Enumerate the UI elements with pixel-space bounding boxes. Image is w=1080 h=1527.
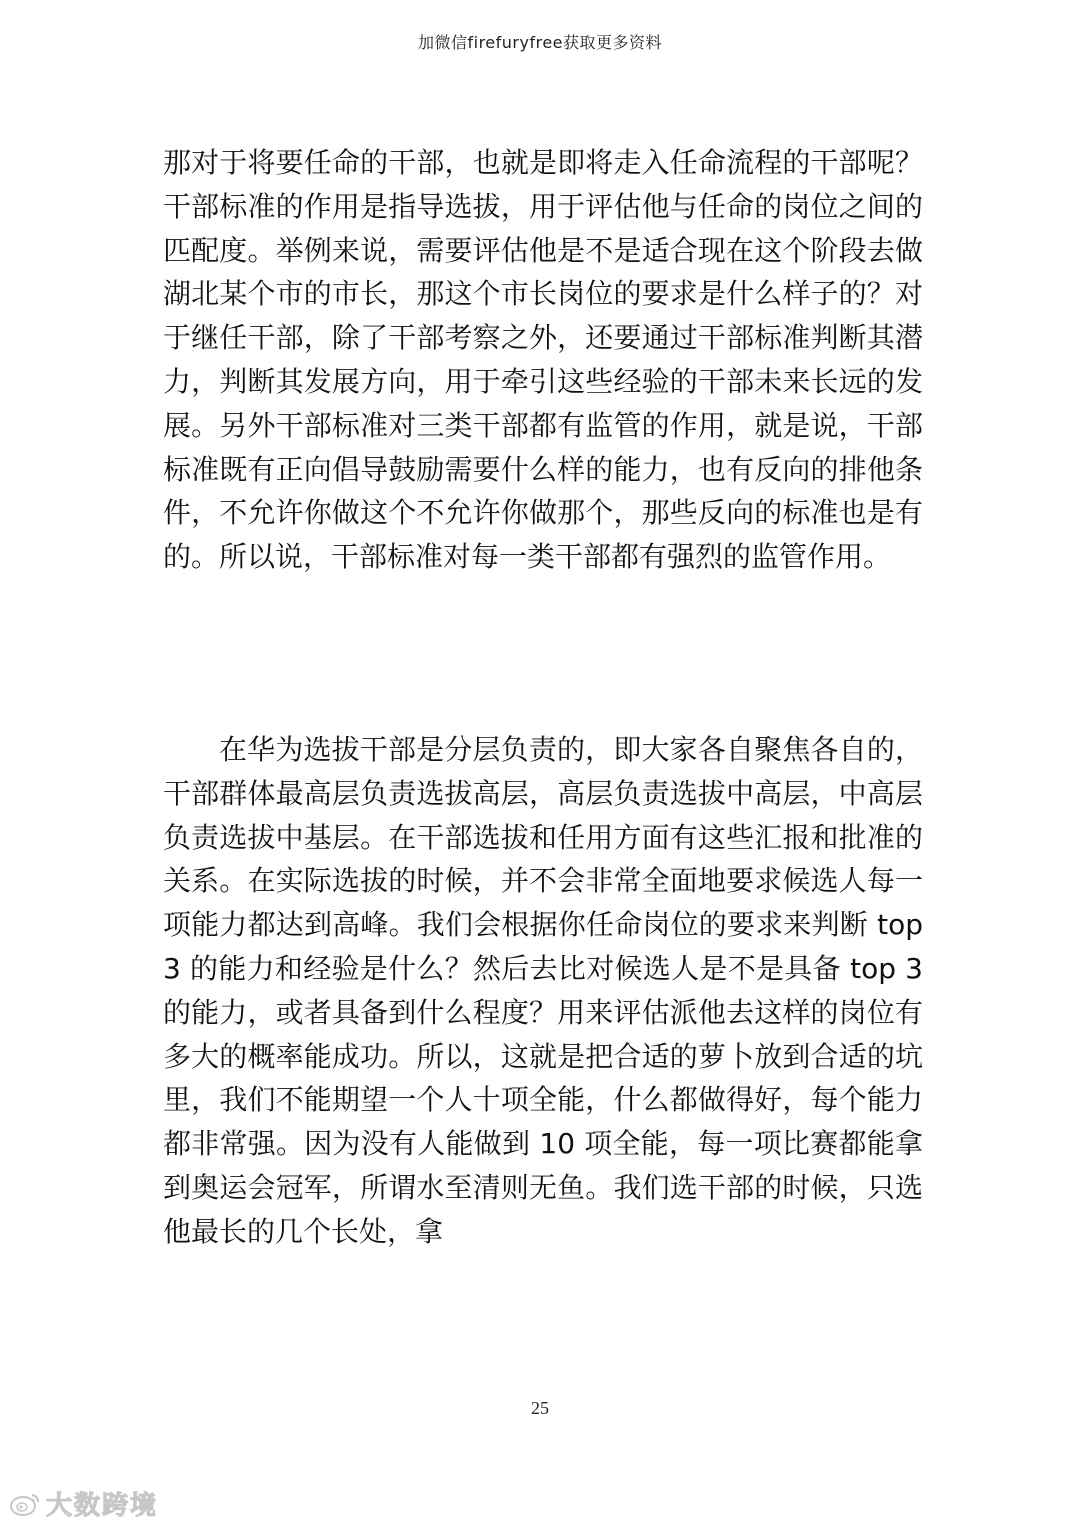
weibo-logo-icon	[8, 1491, 42, 1517]
paragraph-1: 那对于将要任命的干部，也就是即将走入任命流程的干部呢？干部标准的作用是指导选拔，用于评估他与任命的岗位之间的匹配度。举例来说，需要评估他是不是适合现在这个阶段去做湖北某个市的市长，那这个市长岗位的要求是什么样子的？对于继任干部，除了干部考察之外，还要通过干部标准判断其潜力，判断其发展方向，用于牵引这些经验的干部未来长远的发展。另外干部标准对三类干部都有监管的作用，就是说，干部标准既有正向倡导鼓励需要什么样的能力，也有反向的排他条件，不允许你做这个不允许你做那个，那些反向的标准也是有的。所以说，干部标准对每一类干部都有强烈的监管作用。	[163, 146, 923, 574]
page-number: 25	[531, 1398, 549, 1418]
page-header: 加微信firefuryfree获取更多资料	[417, 33, 663, 52]
paragraph-2: 在华为选拔干部是分层负责的，即大家各自聚焦各自的，干部群体最高层负责选拔高层，高层负责选拔中高层，中高层负责选拔中基层。在干部选拔和任用方面有这些汇报和批准的关系。在实际选拔的时候，并不会非常全面地要求候选人每一项能力都达到高峰。我们会根据你任命岗位的要求来判断 top3 的能力和经验是什么？然后去比对候选人是不是具备 top 3 的能力，或者具备到什么程度？用来评估派他去这样的岗位有多大的概率能成功。所以，这就是把合适的萝卜放到合适的坑里，我们不能期望一个人十项全能，什么都做得好，每个能力都非常强。因为没有人能做到 10 项全能，每一项比赛都能拿到奥运会冠军，所谓水至清则无鱼。我们选干部的时候，只选他最长的几个长处，拿	[163, 733, 923, 1248]
watermark-text: 大数跨境	[46, 1491, 159, 1521]
watermark	[8, 1485, 158, 1522]
